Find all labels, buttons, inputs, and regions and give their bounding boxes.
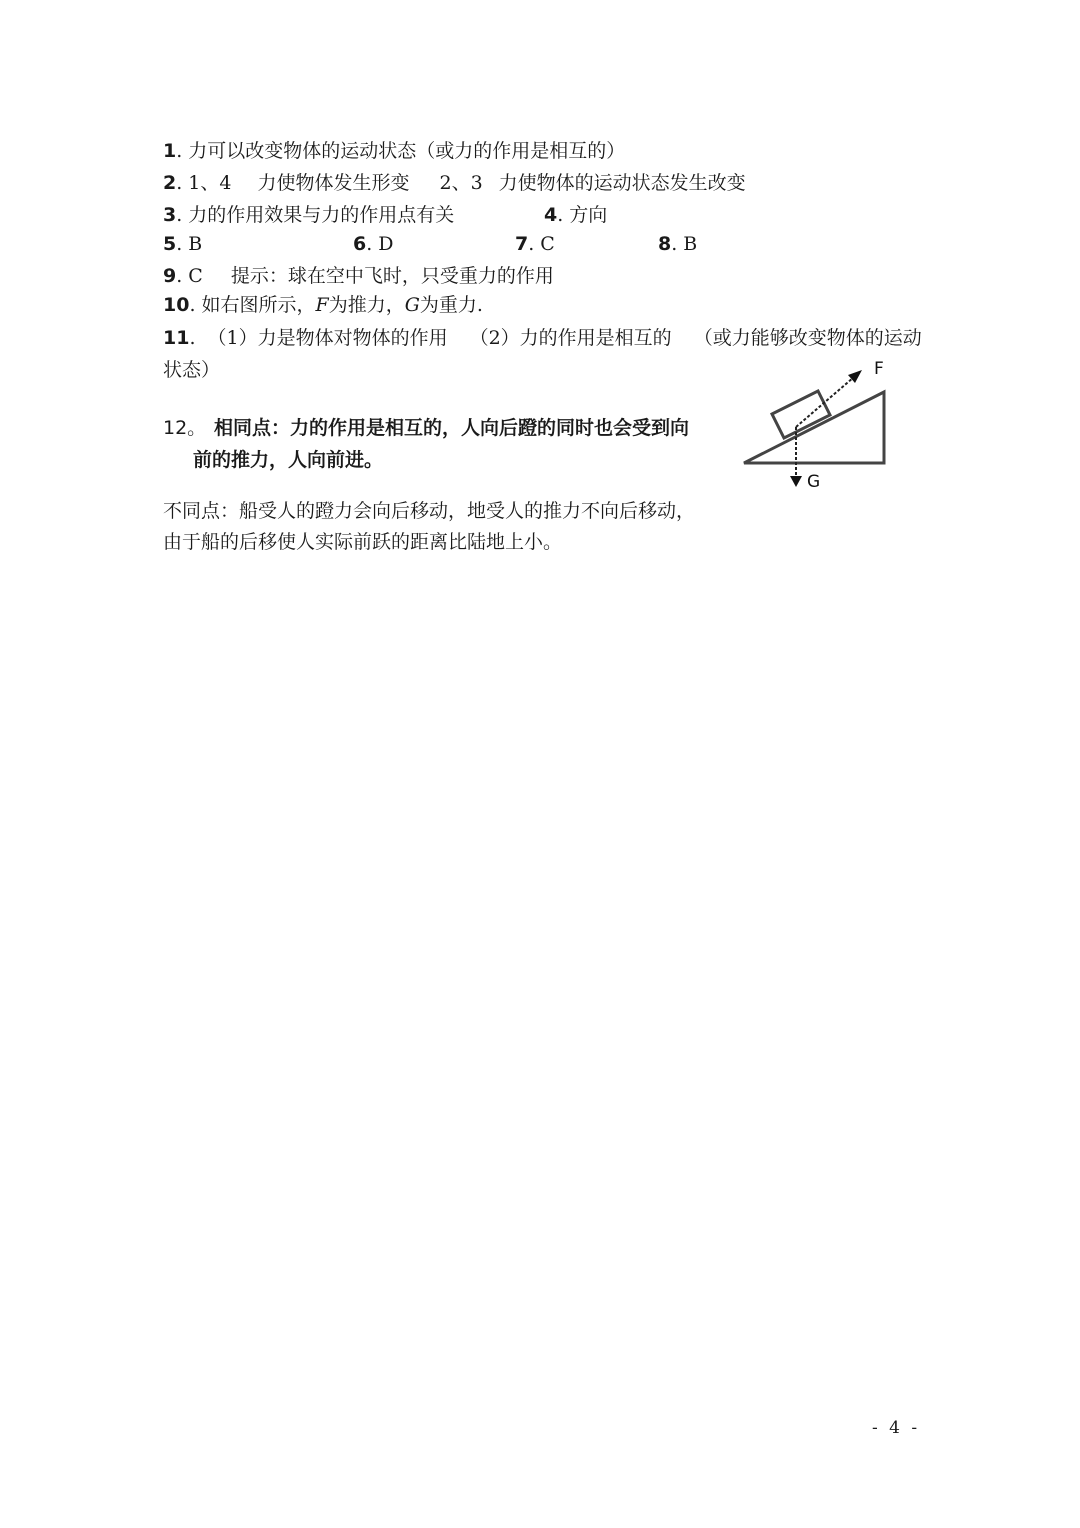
answer-number: 8 — [658, 233, 672, 255]
force-g-label: G — [807, 472, 821, 492]
answer-8: 8. B — [658, 233, 698, 255]
answer-text: 状态） — [163, 359, 221, 381]
answer-text: 力使物体发生形变 — [257, 172, 410, 194]
answer-12-line2: 前的推力，人向前进。 — [193, 449, 384, 471]
page-number: - 4 - — [872, 1418, 921, 1438]
answer-10: 10. 如右图所示，F为推力，G为重力. — [163, 294, 483, 316]
force-symbol: G — [404, 294, 420, 316]
answer-2: 2. 1、4 力使物体发生形变 2、3 力使物体的运动状态发生改变 — [163, 172, 746, 194]
answer-text: 如右图所示， — [201, 294, 316, 316]
answer-7: 7. C — [515, 233, 555, 255]
answer-number: 9 — [163, 265, 177, 287]
answer-1: 1. 力可以改变物体的运动状态（或力的作用是相互的） — [163, 140, 626, 162]
answer-choice: C — [188, 265, 203, 287]
answer-text: （1）力是物体对物体的作用 — [207, 327, 448, 349]
answer-12-number — [163, 416, 206, 440]
answer-number: 6 — [353, 233, 367, 255]
difference-line-2: 由于船的后移使人实际前跃的距离比陆地上小。 — [163, 531, 563, 553]
answer-text: 方向 — [569, 204, 608, 226]
answer-6: 6. D — [353, 233, 394, 255]
answer-text: （或力能够改变物体的运动 — [693, 327, 922, 349]
answer-text: 力可以改变物体的运动状态（或力的作用是相互的） — [188, 140, 626, 162]
answer-number: 1 — [163, 140, 177, 162]
answer-11: 11. （1）力是物体对物体的作用 （2）力的作用是相互的 （或力能够改变物体的运动 — [163, 327, 922, 349]
answer-text: D — [378, 233, 394, 255]
force-f-label: F — [874, 359, 884, 379]
answer-number: 3 — [163, 204, 177, 226]
answer-5: 5. B — [163, 233, 203, 255]
answer-number: 11 — [163, 327, 190, 349]
answer-number: 4 — [544, 204, 558, 226]
answer-12-line1: 相同点：力的作用是相互的，人向后蹬的同时也会受到向 — [214, 417, 690, 439]
answer-text: C — [540, 233, 555, 255]
answer-4: 4. 方向 — [544, 204, 608, 226]
answer-number: 5 — [163, 233, 177, 255]
sliding-block — [772, 391, 830, 438]
answer-11-continued — [163, 358, 220, 382]
answer-hint: 提示：球在空中飞时，只受重力的作用 — [230, 265, 554, 287]
answer-text: 为重力. — [419, 294, 483, 316]
answer-text: B — [188, 233, 203, 255]
difference-line-1: 不同点：船受人的蹬力会向后移动，地受人的推力不向后移动， — [163, 500, 696, 522]
answer-text: 为推力， — [328, 294, 405, 316]
force-symbol: F — [315, 294, 329, 316]
answer-choice: 2、3 — [439, 172, 483, 194]
answer-9: 9. C 提示：球在空中飞时，只受重力的作用 — [163, 265, 554, 287]
answer-text: （2）力的作用是相互的 — [469, 327, 672, 349]
answer-text: 力使物体的运动状态发生改变 — [498, 172, 746, 194]
answer-number: 7 — [515, 233, 529, 255]
answer-text: B — [683, 233, 698, 255]
answer-text: 力的作用效果与力的作用点有关 — [188, 204, 455, 226]
answer-number: 2 — [163, 172, 177, 194]
answer-number: 10 — [163, 294, 190, 316]
answer-number: 12。 — [163, 417, 207, 439]
force-g-arrowhead — [790, 476, 802, 487]
answer-choice: 1、4 — [188, 172, 232, 194]
incline-force-diagram — [736, 355, 916, 495]
answer-3: 3. 力的作用效果与力的作用点有关 — [163, 204, 455, 226]
